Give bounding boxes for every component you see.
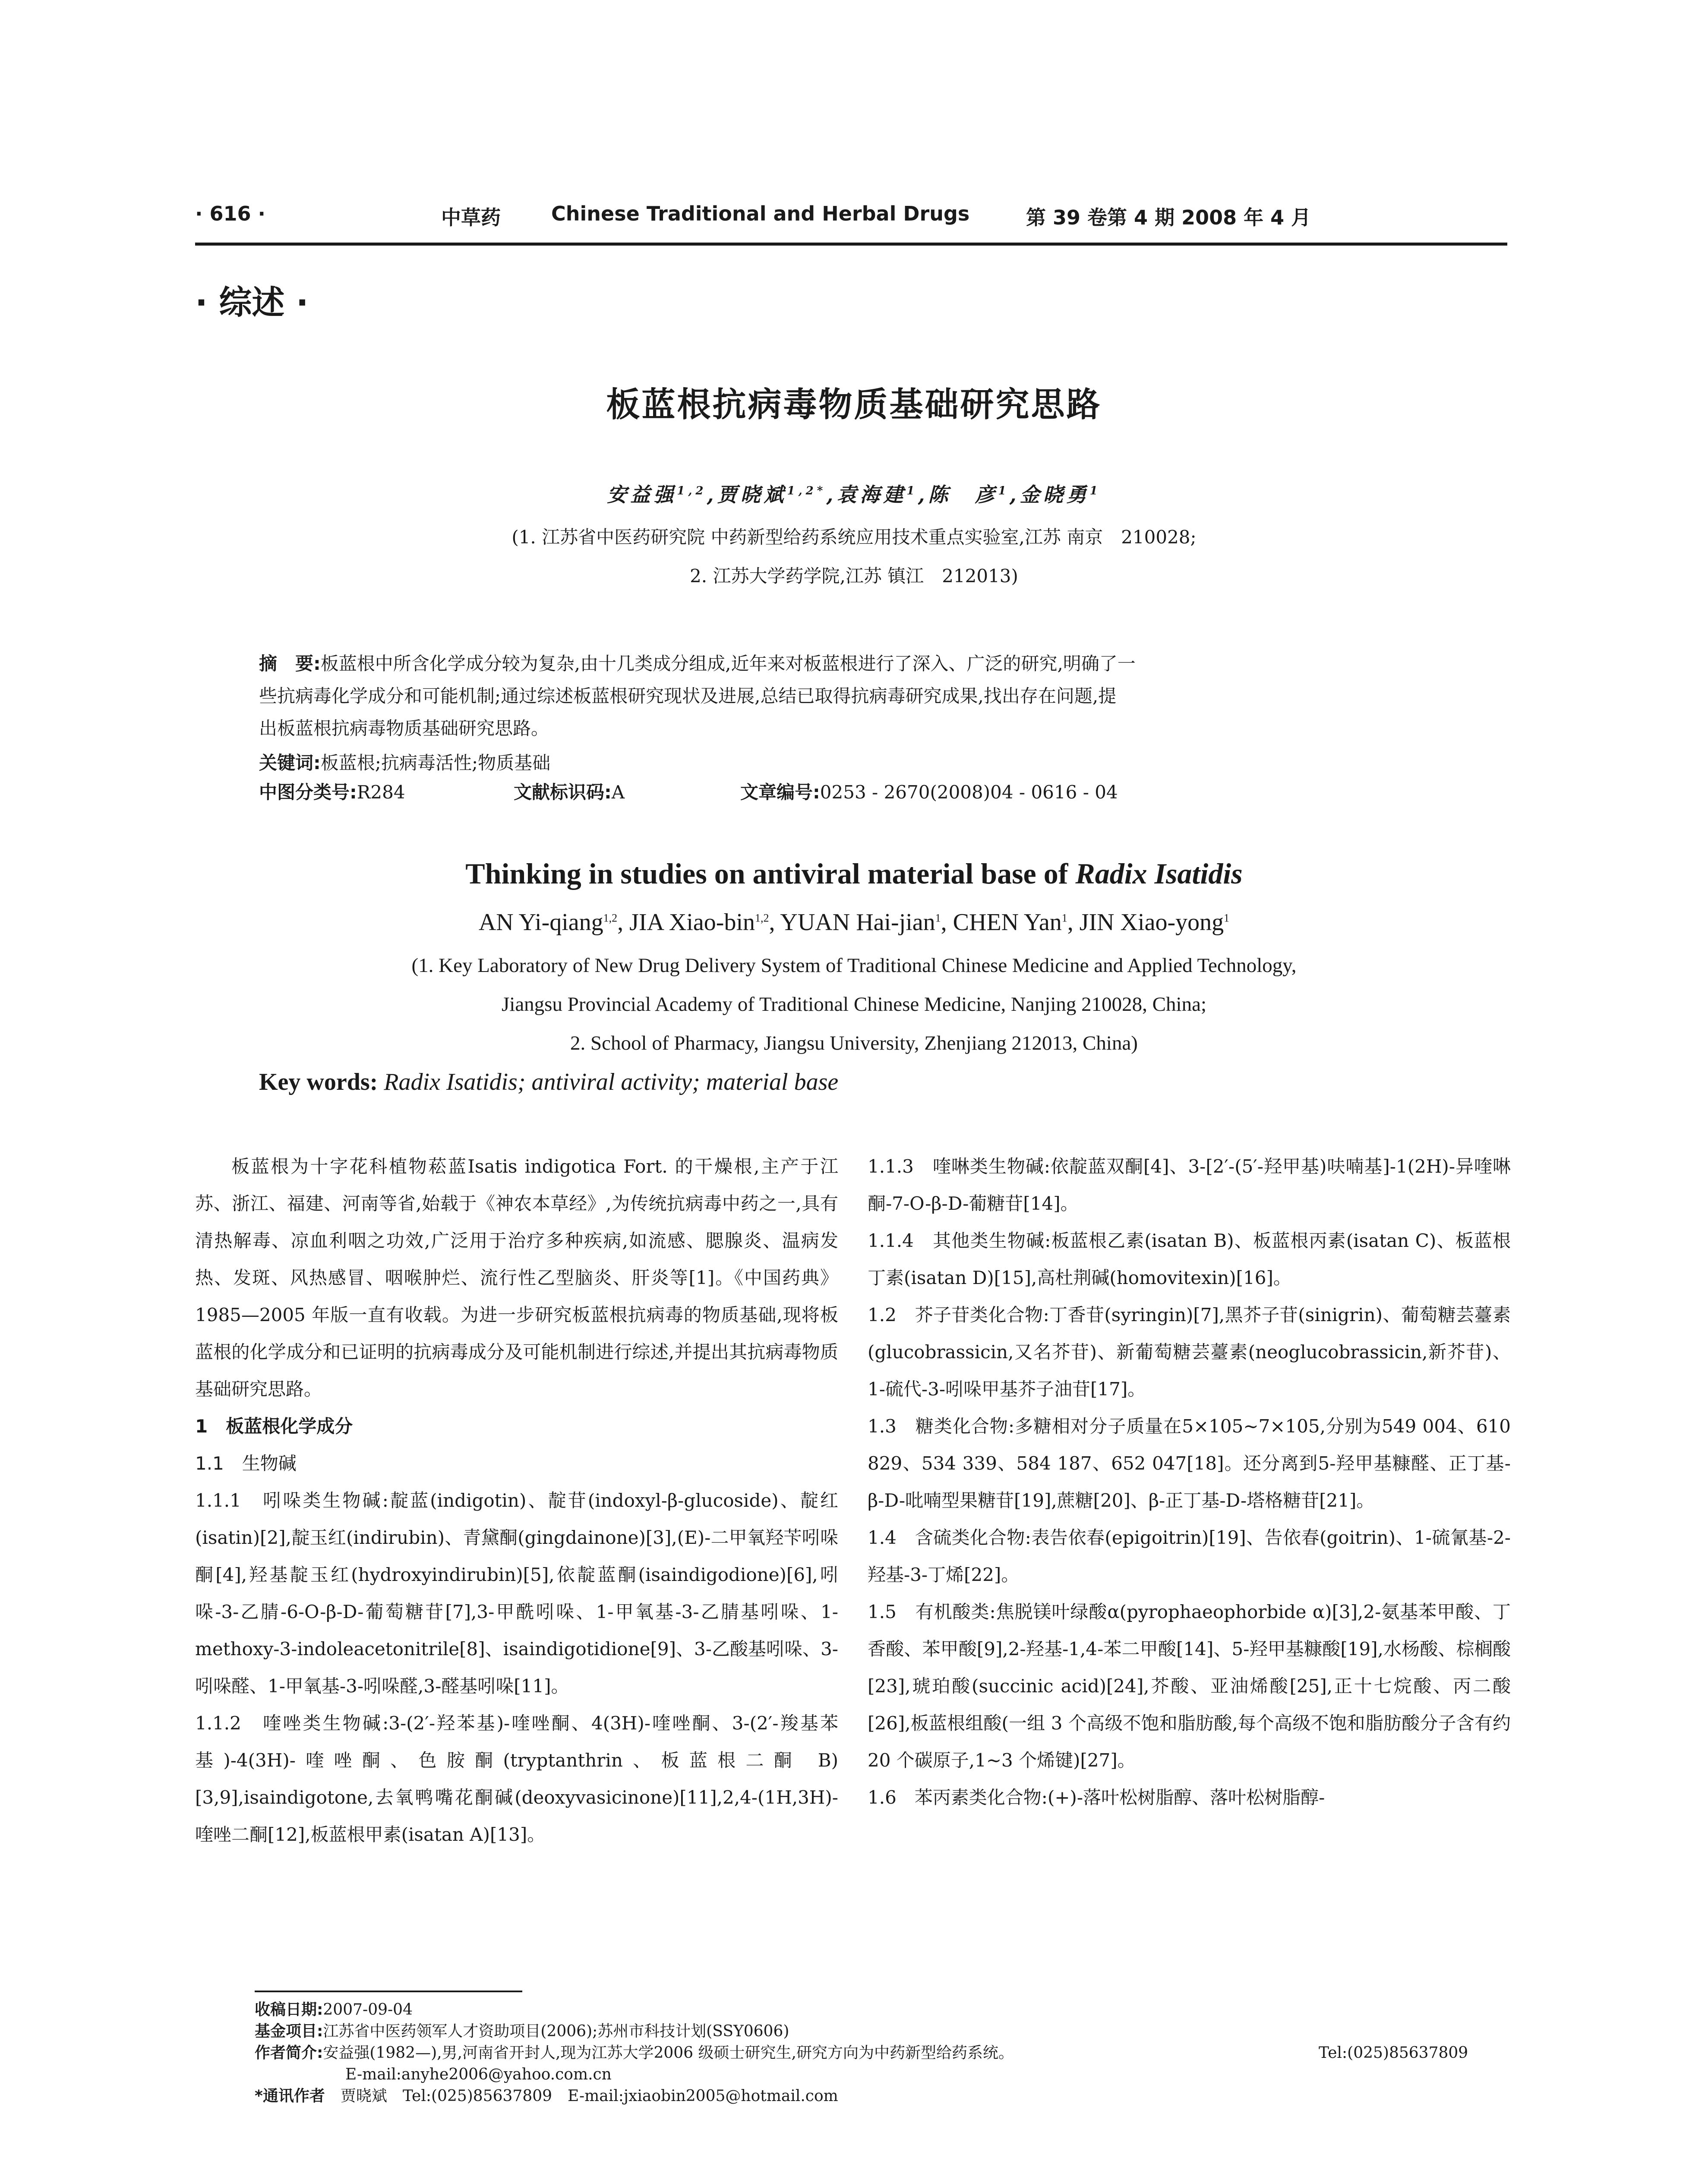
affiliation-cn-2: 2. 江苏大学药学院,江苏 镇江 212013) (690, 565, 1018, 587)
article-title-en: Thinking in studies on antiviral material base of Radix Isatidis (465, 857, 1243, 890)
body-paragraph: 1.4 含硫类化合物:表告依春(epigoitrin)[19]、告依春(goitrin)、1-硫氰基-2-羟基-3-丁烯[22]。 (868, 1527, 1511, 1585)
keywords-cn (259, 747, 1489, 779)
affiliation-en-2: Jiangsu Provincial Academy of Traditional Chinese Medicine, Nanjing 210028, China; (501, 993, 1207, 1016)
section-tag: · 综述 · (195, 283, 309, 322)
affiliation-en-3: 2. School of Pharmacy, Jiangsu University, Zhenjiang 212013, China) (570, 1032, 1138, 1054)
bio-tel: Tel:(025)85637809 (1319, 2044, 1468, 2062)
body-column-right (868, 1148, 1511, 1816)
doc-code-value: A (611, 782, 625, 803)
keywords-en-value: Radix Isatidis; antiviral activity; material base (384, 1069, 839, 1095)
authors-en: AN Yi-qiang$^{1,2}$, JIA Xiao-bin$^{1,2}$, YUAN Hai-jian$^1$, CHEN Yan$^1$, JIN Xiao-yong$^1$ (478, 909, 1230, 936)
abstract-label: 摘 要: (259, 653, 321, 674)
keywords-en (259, 1068, 838, 1096)
article-no-label: 文章编号: (740, 782, 820, 803)
issue-info: 第 39 卷第 4 期 2008 年 4 月 (1026, 206, 1311, 229)
subsection-heading: 1.1 生物碱 (195, 1453, 297, 1474)
journal-name-en: Chinese Traditional and Herbal Drugs (551, 202, 970, 225)
running-header (195, 202, 1507, 232)
body-paragraph: 1.3 糖类化合物:多糖相对分子质量在5×105~7×105,分别为549 004、610 829、534 339、584 187、652 047[18]。还分离到5-羟甲基糠醛、正丁基-β-D-吡喃型果糖苷[19],蔗糖[20]、β-正丁基-D-塔格糖苷[21]。 (868, 1416, 1511, 1511)
body-paragraph: 1.1.4 其他类生物碱:板蓝根乙素(isatan B)、板蓝根丙素(isatan C)、板蓝根丁素(isatan D)[15],高杜荆碱(homovitexin)[16]。 (868, 1230, 1511, 1288)
received-label: 收稿日期: (255, 2001, 323, 2019)
footnotes (255, 1999, 1506, 2107)
authors-cn: 安益强$^{1,2}$,贾晓斌$^{1,2*}$,袁海建$^1$,陈 彦$^1$,金晓勇$^1$ (607, 483, 1101, 506)
keywords-label: 关键词: (259, 752, 321, 773)
body-paragraph: 1.1.1 吲哚类生物碱:靛蓝(indigotin)、靛苷(indoxyl-β-glucoside)、靛红(isatin)[2],靛玉红(indirubin)、青黛酮(gingdainone)[3],(E)-二甲氧羟苄吲哚酮[4],羟基靛玉红(hydroxyindirubin)[5],依靛蓝酮(isaindigodione)[6],吲哚-3-乙腈-6-O-β-D-葡萄糖苷[7],3-甲酰吲哚、1-甲氧基-3-乙腈基吲哚、1-methoxy-3-indoleacetonitrile[8]、isaindigotidione[9]、3-乙酸基吲哚、3-吲哚醛、1-甲氧基-3-吲哚醛,3-醛基吲哚[11]。 (195, 1490, 838, 1697)
footnote-rule (255, 1991, 522, 1992)
received-date: 2007-09-04 (323, 2001, 413, 2019)
abstract-cn (259, 647, 1489, 745)
clc-label: 中图分类号: (259, 782, 357, 803)
abstract-line: 些抗病毒化学成分和可能机制;通过综述板蓝根研究现状及进展,总结已取得抗病毒研究成果,找出存在问题,提 (259, 685, 1117, 707)
body-paragraph: 1.6 苯丙素类化合物:(+)-落叶松树脂醇、落叶松树脂醇- (868, 1787, 1325, 1808)
body-paragraph: 1.1.3 喹啉类生物碱:依靛蓝双酮[4]、3-[2′-(5′-羟甲基)呋喃基]-1(2H)-异喹啉酮-7-O-β-D-葡糖苷[14]。 (868, 1156, 1511, 1214)
body-column-left (195, 1148, 838, 1853)
fund-label: 基金项目: (255, 2022, 323, 2040)
article-title-cn: 板蓝根抗病毒物质基础研究思路 (606, 385, 1102, 424)
bio-email: E-mail:anyhe2006@yahoo.com.cn (345, 2066, 612, 2083)
section-heading: 1 板蓝根化学成分 (195, 1416, 353, 1437)
keywords-value: 板蓝根;抗病毒活性;物质基础 (320, 752, 551, 773)
abstract-line: 出板蓝根抗病毒物质基础研究思路。 (259, 718, 549, 739)
article-no-value: 0253 - 2670(2008)04 - 0616 - 04 (820, 782, 1118, 803)
bio-info: 安益强(1982—),男,河南省开封人,现为江苏大学2006 级硕士研究生,研究方向为中药新型给药系统。 (323, 2044, 1014, 2062)
doc-code-label: 文献标识码: (514, 782, 612, 803)
bio-label: 作者简介: (255, 2044, 323, 2062)
abstract-line: 板蓝根中所含化学成分较为复杂,由十几类成分组成,近年来对板蓝根进行了深入、广泛的研究,明确了一 (320, 653, 1136, 674)
intro-paragraph: 板蓝根为十字花科植物菘蓝Isatis indigotica Fort. 的干燥根,主产于江苏、浙江、福建、河南等省,始载于《神农本草经》,为传统抗病毒中药之一,具有清热解毒、凉血利咽之功效,广泛用于治疗多种疾病,如流感、腮腺炎、温病发热、发斑、风热感冒、咽喉肿烂、流行性乙型脑炎、肝炎等[1]。《中国药典》1985—2005 年版一直有收载。为进一步研究板蓝根抗病毒的物质基础,现将板蓝根的化学成分和已证明的抗病毒成分及可能机制进行综述,并提出其抗病毒物质基础研究思路。 (195, 1156, 838, 1400)
page-number: · 616 · (195, 202, 265, 225)
fund-info: 江苏省中医药领军人才资助项目(2006);苏州市科技计划(SSY0606) (323, 2022, 789, 2040)
body-paragraph: 1.1.2 喹唑类生物碱:3-(2′-羟苯基)-喹唑酮、4(3H)-喹唑酮、3-(2′-羧基苯基)-4(3H)-喹唑酮、色胺酮(tryptanthrin、板蓝根二酮 B)[3,9],isaindigotone,去氧鸭嘴花酮碱(deoxyvasicinone)[11],2,4-(1H,3H)-喹唑二酮[12],板蓝根甲素(isatan A)[13]。 (195, 1713, 838, 1845)
affiliation-cn-1: (1. 江苏省中医药研究院 中药新型给药系统应用技术重点实验室,江苏 南京 210028; (511, 527, 1197, 548)
clc-value: R284 (357, 782, 405, 803)
header-rule (195, 243, 1507, 246)
affiliation-en-1: (1. Key Laboratory of New Drug Delivery System of Traditional Chinese Medicine and Applied Technology, (411, 954, 1297, 977)
body-paragraph: 1.2 芥子苷类化合物:丁香苷(syringin)[7],黑芥子苷(sinigrin)、葡萄糖芸薹素(glucobrassicin,又名芥苷)、新葡萄糖芸薹素(neoglucobrassicin,新芥苷)、1-硫代-3-吲哚甲基芥子油苷[17]。 (868, 1304, 1511, 1400)
keywords-en-label: Key words: (259, 1069, 378, 1095)
corresponding-info: 贾晓斌 Tel:(025)85637809 E-mail:jxiaobin2005@hotmail.com (340, 2087, 838, 2105)
corresponding-label: *通讯作者 (255, 2087, 325, 2105)
journal-name-cn: 中草药 (441, 206, 501, 229)
body-paragraph: 1.5 有机酸类:焦脱镁叶绿酸α(pyrophaeophorbide α)[3],2-氨基苯甲酸、丁香酸、苯甲酸[9],2-羟基-1,4-苯二甲酸[14]、5-羟甲基糠酸[19],水杨酸、棕榈酸[23],琥珀酸(succinic acid)[24],芥酸、亚油烯酸[25],正十七烷酸、丙二酸[26],板蓝根组酸(一组 3 个高级不饱和脂肪酸,每个高级不饱和脂肪酸分子含有约 20 个碳原子,1~3 个烯键)[27]。 (868, 1601, 1511, 1771)
